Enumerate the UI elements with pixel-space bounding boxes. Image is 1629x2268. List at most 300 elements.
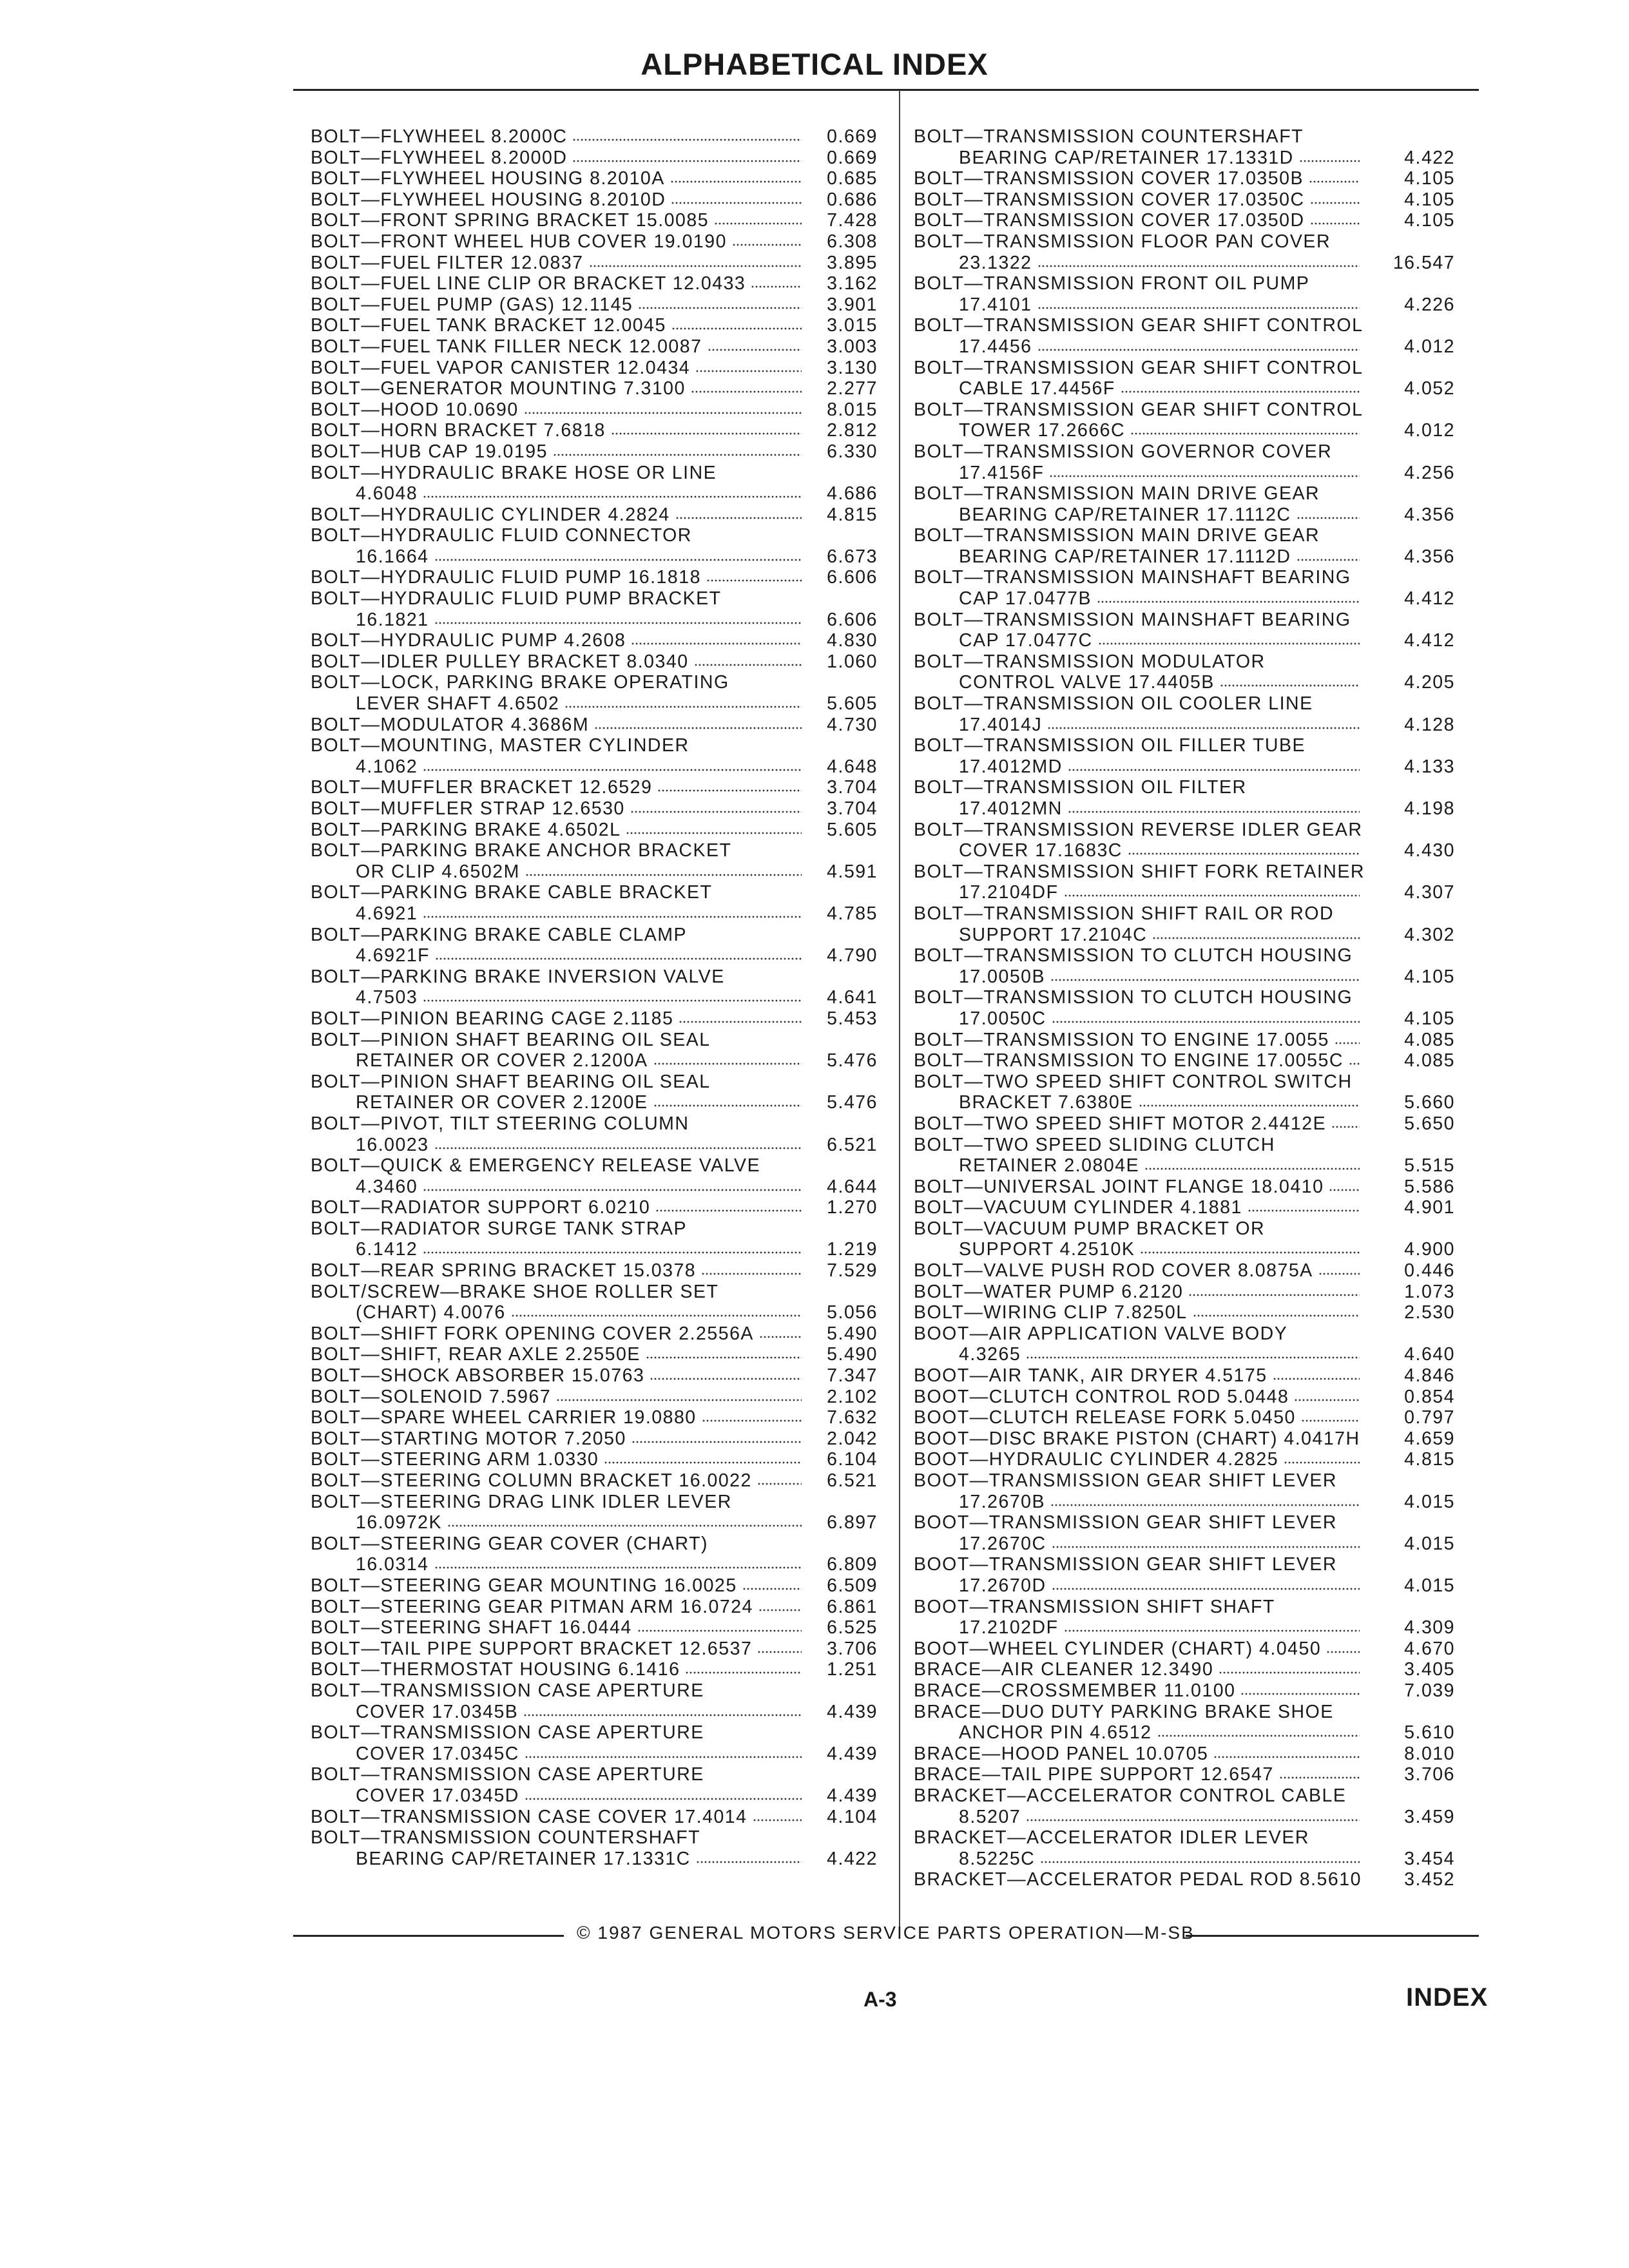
entry-page-ref: 6.606 [827,609,878,630]
entry-page-ref: 6.104 [827,1449,878,1470]
dot-leader [1318,1271,1360,1276]
entry-term: BOLT—STARTING MOTOR 7.2050 [311,1428,626,1449]
index-entry [914,1744,1461,1765]
entry-page-ref: 7.632 [827,1407,878,1428]
index-entry [311,1764,878,1806]
entry-term-continued: RETAINER OR COVER 2.1200A [356,1050,648,1072]
index-entry [914,1407,1461,1428]
entry-page-ref: 3.405 [1404,1659,1455,1680]
dot-leader [1240,1691,1360,1696]
dot-leader [1299,159,1360,164]
entry-term-continued: 4.6921 [356,903,418,924]
index-entry [311,1407,878,1428]
entry-page-ref: 3.901 [827,294,878,315]
index-entry [311,420,878,441]
entry-term: BOLT—HYDRAULIC FLUID CONNECTOR [311,525,692,546]
entry-term: BOLT—TRANSMISSION CASE APERTURE [311,1764,704,1785]
entry-term: BOLT—RADIATOR SUPPORT 6.0210 [311,1197,651,1218]
entry-page-ref: 4.422 [827,1848,878,1869]
dot-leader [708,347,802,352]
entry-term: BOLT—STEERING SHAFT 16.0444 [311,1617,632,1639]
entry-page-ref: 6.861 [827,1596,878,1617]
entry-page-ref: 2.102 [827,1386,878,1407]
entry-term-continued: 17.4012MN [959,798,1063,819]
entry-term-continued: (CHART) 4.0076 [356,1302,506,1323]
index-entry [914,1785,1461,1827]
entry-page-ref: 4.128 [1404,714,1455,735]
index-entry [311,1072,878,1113]
entry-term: BOLT—SPARE WHEEL CARRIER 19.0880 [311,1407,697,1428]
index-entry [311,1365,878,1387]
entry-term-continued: SUPPORT 4.2510K [959,1239,1135,1260]
entry-page-ref: 4.412 [1404,630,1455,651]
dot-leader [1050,977,1360,983]
entry-page-ref: 4.439 [827,1701,878,1722]
entry-term: BOLT—STEERING GEAR MOUNTING 16.0025 [311,1575,737,1596]
entry-page-ref: 3.162 [827,273,878,294]
dot-leader [646,1355,802,1360]
entry-term-continued: LEVER SHAFT 4.6502 [356,693,560,715]
entry-page-ref: 0.669 [827,147,878,168]
entry-term: BOLT—GENERATOR MOUNTING 7.3100 [311,378,686,399]
entry-term: BOLT—TRANSMISSION COVER 17.0350D [914,210,1305,231]
entry-term: BOLT—STEERING ARM 1.0330 [311,1449,599,1470]
entry-term: BOLT—TRANSMISSION OIL COOLER LINE [914,693,1313,715]
dot-leader [1279,1775,1360,1780]
entry-term: BOLT—FRONT WHEEL HUB COVER 19.0190 [311,231,727,252]
entry-term: BOLT—WATER PUMP 6.2120 [914,1281,1184,1302]
dot-leader [423,1187,802,1193]
entry-term-continued: 17.2104DF [959,882,1059,903]
entry-term: BOOT—DISC BRAKE PISTON (CHART) 4.0417H [914,1428,1360,1449]
index-entry [914,1702,1461,1744]
index-entry [311,1617,878,1639]
entry-term: BOLT/SCREW—BRAKE SHOE ROLLER SET [311,1281,719,1302]
dot-leader [1026,1818,1360,1823]
entry-page-ref: 4.133 [1404,756,1455,777]
entry-term-continued: COVER 17.0345B [356,1701,519,1722]
entry-page-ref: 5.605 [827,693,878,715]
entry-term-continued: COVER 17.0345D [356,1785,519,1806]
dot-leader [1052,1586,1360,1591]
index-entry [311,735,878,777]
entry-page-ref: 3.459 [1404,1806,1455,1827]
entry-term: BOLT—REAR SPRING BRACKET 15.0378 [311,1260,697,1282]
entry-page-ref: 5.605 [827,819,878,840]
index-entry [311,148,878,169]
index-entry [311,1680,878,1722]
entry-page-ref: 4.012 [1404,420,1455,441]
dot-leader [1213,1754,1360,1760]
entry-page-ref: 5.490 [827,1323,878,1344]
index-entry [311,336,878,358]
entry-term: BOLT—TRANSMISSION OIL FILLER TUBE [914,735,1306,756]
entry-term: BOLT—FLYWHEEL 8.2000C [311,126,568,147]
entry-term: BOLT—PARKING BRAKE ANCHOR BRACKET [311,840,732,861]
dot-leader [1130,431,1360,436]
entry-term: BOLT—TRANSMISSION MAINSHAFT BEARING [914,567,1351,588]
entry-term: BOLT—TRANSMISSION CASE COVER 17.4014 [311,1806,747,1827]
entry-page-ref: 4.356 [1404,504,1455,525]
entry-term-continued: CONTROL VALVE 17.4405B [959,672,1215,693]
entry-page-ref: 4.730 [827,714,878,735]
dot-leader [1220,683,1360,688]
entry-page-ref: 4.085 [1404,1029,1455,1050]
entry-page-ref: 4.256 [1404,462,1455,483]
entry-page-ref: 4.015 [1404,1533,1455,1554]
entry-page-ref: 4.815 [827,504,878,525]
entry-term-continued: 23.1322 [959,252,1032,273]
index-entry [311,798,878,820]
index-entry [311,588,878,630]
entry-page-ref: 6.330 [827,441,878,462]
index-entry [311,1155,878,1197]
dot-leader [1331,1124,1360,1129]
entry-page-ref: 2.277 [827,378,878,399]
entry-term: BOLT—SHOCK ABSORBER 15.0763 [311,1365,645,1387]
entry-term-continued: 4.7503 [356,987,418,1008]
index-entry [914,1512,1461,1554]
entry-page-ref: 4.439 [827,1743,878,1764]
index-entry [914,987,1461,1029]
entry-term-continued: 4.3460 [356,1176,418,1197]
entry-term: BOLT—TRANSMISSION GEAR SHIFT CONTROL [914,315,1364,336]
entry-term: BOOT—TRANSMISSION GEAR SHIFT LEVER [914,1512,1337,1533]
entry-term: BOOT—TRANSMISSION GEAR SHIFT LEVER [914,1554,1337,1575]
index-entry [311,441,878,463]
entry-term-continued: RETAINER OR COVER 2.1200E [356,1092,648,1113]
entry-term: BOLT—FUEL TANK FILLER NECK 12.0087 [311,336,702,357]
entry-term: BOOT—CLUTCH RELEASE FORK 5.0450 [914,1407,1296,1428]
entry-term: BRACE—AIR CLEANER 12.3490 [914,1659,1214,1680]
entry-page-ref: 0.446 [1404,1260,1455,1282]
entry-term: BOLT—FRONT SPRING BRACKET 15.0085 [311,210,709,231]
entry-page-ref: 5.453 [827,1008,878,1029]
entry-page-ref: 4.439 [827,1785,878,1806]
entry-page-ref: 4.085 [1404,1050,1455,1072]
dot-leader [1037,347,1360,352]
dot-leader [758,1608,802,1613]
entry-page-ref: 5.660 [1404,1092,1455,1113]
dot-leader [685,1670,802,1675]
index-entry [311,777,878,798]
dot-leader [434,557,802,562]
entry-term: BOLT—PINION BEARING CAGE 2.1185 [311,1008,674,1029]
dot-leader [637,1628,802,1633]
dot-leader [511,1313,802,1318]
entry-page-ref: 6.525 [827,1617,878,1639]
index-entry [311,253,878,274]
entry-term: BOLT—TAIL PIPE SUPPORT BRACKET 12.6537 [311,1638,753,1659]
index-entry [311,1344,878,1365]
index-entry [914,1387,1461,1408]
index-entry [914,1282,1461,1303]
dot-leader [1140,1250,1360,1255]
dot-leader [1284,1460,1360,1465]
index-entry [311,1722,878,1764]
entry-term: BOLT—TRANSMISSION REVERSE IDLER GEAR [914,819,1363,840]
entry-page-ref: 4.052 [1404,378,1455,399]
entry-term: BOLT—TRANSMISSION COVER 17.0350C [914,189,1305,210]
index-entry [914,1827,1461,1869]
index-entry [914,777,1461,819]
index-entry [914,861,1461,903]
index-entry [914,820,1461,861]
entry-term: BOLT—TRANSMISSION GEAR SHIFT CONTROL [914,399,1364,420]
index-entry [311,210,878,231]
entry-page-ref: 4.012 [1404,336,1455,357]
index-entry [914,735,1461,777]
dot-leader [1309,179,1360,184]
entry-page-ref: 4.659 [1404,1428,1455,1449]
index-entry [914,1597,1461,1639]
entry-term: BOOT—CLUTCH CONTROL ROD 5.0448 [914,1386,1289,1407]
dot-leader [1128,851,1360,856]
entry-page-ref: 1.219 [827,1239,878,1260]
entry-term-continued: 6.1412 [356,1239,418,1260]
dot-leader [572,137,802,142]
entry-term-continued: 17.0050C [959,1008,1046,1029]
entry-term-continued: 17.4012MD [959,756,1063,777]
entry-page-ref: 5.650 [1404,1113,1455,1134]
index-entry [914,168,1461,189]
entry-term: BOLT—STEERING COLUMN BRACKET 16.0022 [311,1470,752,1491]
index-entry [914,231,1461,273]
entry-term: BOLT—VACUUM PUMP BRACKET OR [914,1218,1266,1239]
entry-page-ref: 4.015 [1404,1491,1455,1512]
dot-leader [1144,1166,1360,1171]
index-entry [914,1323,1461,1365]
entry-term: BOLT—TRANSMISSION TO ENGINE 17.0055 [914,1029,1329,1050]
index-entry [311,1428,878,1450]
dot-leader [1098,641,1360,646]
entry-page-ref: 6.509 [827,1575,878,1596]
entry-page-ref: 3.704 [827,777,878,798]
entry-page-ref: 6.809 [827,1554,878,1575]
index-entry [311,1575,878,1597]
entry-term: BOLT—PIVOT, TILT STEERING COLUMN [311,1113,689,1134]
entry-page-ref: 0.797 [1404,1407,1455,1428]
entry-page-ref: 4.670 [1404,1638,1455,1659]
index-entry [914,1639,1461,1660]
dot-leader [423,767,802,773]
dot-leader [553,452,802,457]
entry-term: BOOT—WHEEL CYLINDER (CHART) 4.0450 [914,1638,1322,1659]
dot-leader [638,305,802,311]
entry-page-ref: 3.003 [827,336,878,357]
entry-page-ref: 3.454 [1404,1848,1455,1869]
entry-page-ref: 4.105 [1404,189,1455,210]
index-entry [914,1680,1461,1702]
entry-page-ref: 4.900 [1404,1239,1455,1260]
entry-page-ref: 4.790 [827,945,878,966]
entry-term: BOLT—TRANSMISSION COUNTERSHAFT [311,1827,701,1849]
dot-leader [671,200,802,206]
entry-page-ref: 4.104 [827,1806,878,1827]
dot-leader [631,641,802,646]
entry-page-ref: 4.309 [1404,1617,1455,1639]
entry-page-ref: 0.669 [827,126,878,147]
dot-leader [1050,1503,1360,1508]
dot-leader [691,389,802,394]
entry-term: BOLT—HUB CAP 19.0195 [311,441,548,462]
entry-term: BOLT—TRANSMISSION COUNTERSHAFT [914,126,1304,147]
entry-page-ref: 8.010 [1404,1743,1455,1764]
entry-page-ref: 5.476 [827,1050,878,1072]
entry-term: BOOT—AIR TANK, AIR DRYER 4.5175 [914,1365,1268,1387]
dot-leader [1326,1649,1360,1655]
dot-leader [589,264,802,269]
entry-term-continued: 8.5207 [959,1806,1021,1827]
entry-term: BOLT—TRANSMISSION FLOOR PAN COVER [914,231,1331,252]
entry-page-ref: 5.586 [1404,1176,1455,1197]
entry-term: BOLT—HYDRAULIC CYLINDER 4.2824 [311,504,670,525]
dot-leader [631,1439,802,1445]
dot-leader [675,515,802,521]
dot-leader [604,1460,802,1465]
dot-leader [1273,1376,1360,1381]
entry-term: BOLT—TWO SPEED SHIFT CONTROL SWITCH [914,1071,1353,1092]
entry-page-ref: 4.226 [1404,294,1455,315]
dot-leader [434,620,802,626]
entry-page-ref: 2.812 [827,420,878,441]
index-entry [311,882,878,924]
entry-page-ref: 6.521 [827,1470,878,1491]
entry-page-ref: 7.529 [827,1260,878,1282]
index-entry [914,525,1461,567]
dot-leader [714,221,802,226]
dot-leader [1064,893,1360,898]
entry-term: BOLT—FUEL VAPOR CANISTER 12.0434 [311,357,691,378]
dot-leader [702,1418,802,1423]
entry-term-continued: BRACKET 7.6380E [959,1092,1133,1113]
dot-leader [564,704,802,709]
entry-page-ref: 1.060 [827,651,878,672]
entry-page-ref: 4.302 [1404,924,1455,945]
entry-term: BOLT—UNIVERSAL JOINT FLANGE 18.0410 [914,1176,1324,1197]
entry-term-continued: COVER 17.1683C [959,840,1123,861]
entry-page-ref: 2.042 [827,1428,878,1449]
dot-leader [435,956,802,961]
entry-page-ref: 4.422 [1404,147,1455,168]
dot-leader [732,242,802,247]
entry-term: BOLT—LOCK, PARKING BRAKE OPERATING [311,672,729,693]
index-entry [914,1764,1461,1785]
dot-leader [572,159,802,164]
entry-term-continued: 17.4156F [959,462,1045,483]
entry-page-ref: 16.547 [1393,252,1455,273]
dot-leader [1248,1208,1360,1213]
dot-leader [1310,221,1360,226]
entry-page-ref: 6.521 [827,1134,878,1155]
dot-leader [423,998,802,1003]
entry-term-continued: CAP 17.0477C [959,630,1093,651]
entry-term-continued: BEARING CAP/RETAINER 17.1112C [959,504,1291,525]
entry-term: BOLT—PINION SHAFT BEARING OIL SEAL [311,1029,711,1050]
entry-term-continued: 17.2670D [959,1575,1046,1596]
entry-term: BOLT—VACUUM CYLINDER 4.1881 [914,1197,1242,1218]
entry-page-ref: 3.704 [827,798,878,819]
entry-term-continued: BEARING CAP/RETAINER 17.1331D [959,147,1294,168]
dot-leader [423,494,802,499]
index-entry [311,315,878,336]
entry-page-ref: 6.673 [827,546,878,567]
index-entry [914,358,1461,399]
dot-leader [701,1271,802,1276]
entry-term: BOLT—HYDRAULIC FLUID PUMP BRACKET [311,588,722,610]
entry-term: BOLT—HOOD 10.0690 [311,399,519,420]
index-entry [914,1135,1461,1177]
entry-term: BRACKET—ACCELERATOR PEDAL ROD 8.5610 [914,1869,1362,1890]
index-entry [311,1008,878,1030]
entry-term-continued: CAP 17.0477B [959,588,1092,610]
entry-term: BOLT—WIRING CLIP 7.8250L [914,1302,1188,1323]
index-entry [311,505,878,526]
entry-page-ref: 0.685 [827,168,878,189]
entry-term: BOLT—PARKING BRAKE CABLE BRACKET [311,882,713,903]
index-entry [914,945,1461,987]
index-entry [311,273,878,294]
entry-page-ref: 7.428 [827,210,878,231]
dot-leader [1052,1019,1360,1024]
dot-leader [1310,200,1360,206]
index-entry [914,1869,1461,1890]
entry-term: BOLT—STEERING GEAR COVER (CHART) [311,1533,709,1554]
entry-page-ref: 7.347 [827,1365,878,1387]
entry-term: BOLT—TWO SPEED SHIFT MOTOR 2.4412E [914,1113,1327,1134]
dot-leader [757,1649,802,1655]
entry-page-ref: 4.205 [1404,672,1455,693]
dot-leader [611,431,802,436]
entry-term: BOLT—SHIFT, REAR AXLE 2.2550E [311,1344,641,1365]
entry-term-continued: 17.4101 [959,294,1032,315]
index-entry [914,1072,1461,1113]
entry-page-ref: 6.897 [827,1512,878,1533]
entry-term: BOLT—MUFFLER BRACKET 12.6529 [311,777,653,798]
index-entry [914,1428,1461,1450]
dot-leader [1294,1398,1360,1403]
index-entry [914,1030,1461,1051]
index-column-left [311,126,878,1869]
entry-term-continued: 17.4456 [959,336,1032,357]
index-entry [914,1197,1461,1218]
entry-page-ref: 0.854 [1404,1386,1455,1407]
entry-page-ref: 3.706 [1404,1764,1455,1785]
dot-leader [759,1334,802,1340]
dot-leader [655,1208,802,1213]
entry-term-continued: 4.1062 [356,756,418,777]
index-entry [311,1597,878,1618]
index-entry [914,1113,1461,1135]
dot-leader [447,1523,802,1528]
entry-term: BOLT—STEERING GEAR PITMAN ARM 16.0724 [311,1596,753,1617]
entry-term-continued: TOWER 17.2666C [959,420,1126,441]
entry-term-continued: 4.6048 [356,483,418,505]
entry-term: BOLT—PINION SHAFT BEARING OIL SEAL [311,1071,711,1092]
entry-page-ref: 5.476 [827,1092,878,1113]
index-entry [914,1449,1461,1470]
dot-leader [556,1398,802,1403]
entry-term: BOLT—TRANSMISSION MAIN DRIVE GEAR [914,525,1320,546]
entry-term: BOLT—IDLER PULLEY BRACKET 8.0340 [311,651,689,672]
entry-term: BOLT—TWO SPEED SLIDING CLUTCH [914,1134,1275,1155]
dot-leader [1068,809,1360,814]
index-entry [311,966,878,1008]
index-entry [311,189,878,211]
dot-leader [1064,1628,1360,1633]
entry-page-ref: 5.610 [1404,1722,1455,1744]
entry-term-continued: BEARING CAP/RETAINER 17.1331C [356,1848,691,1869]
